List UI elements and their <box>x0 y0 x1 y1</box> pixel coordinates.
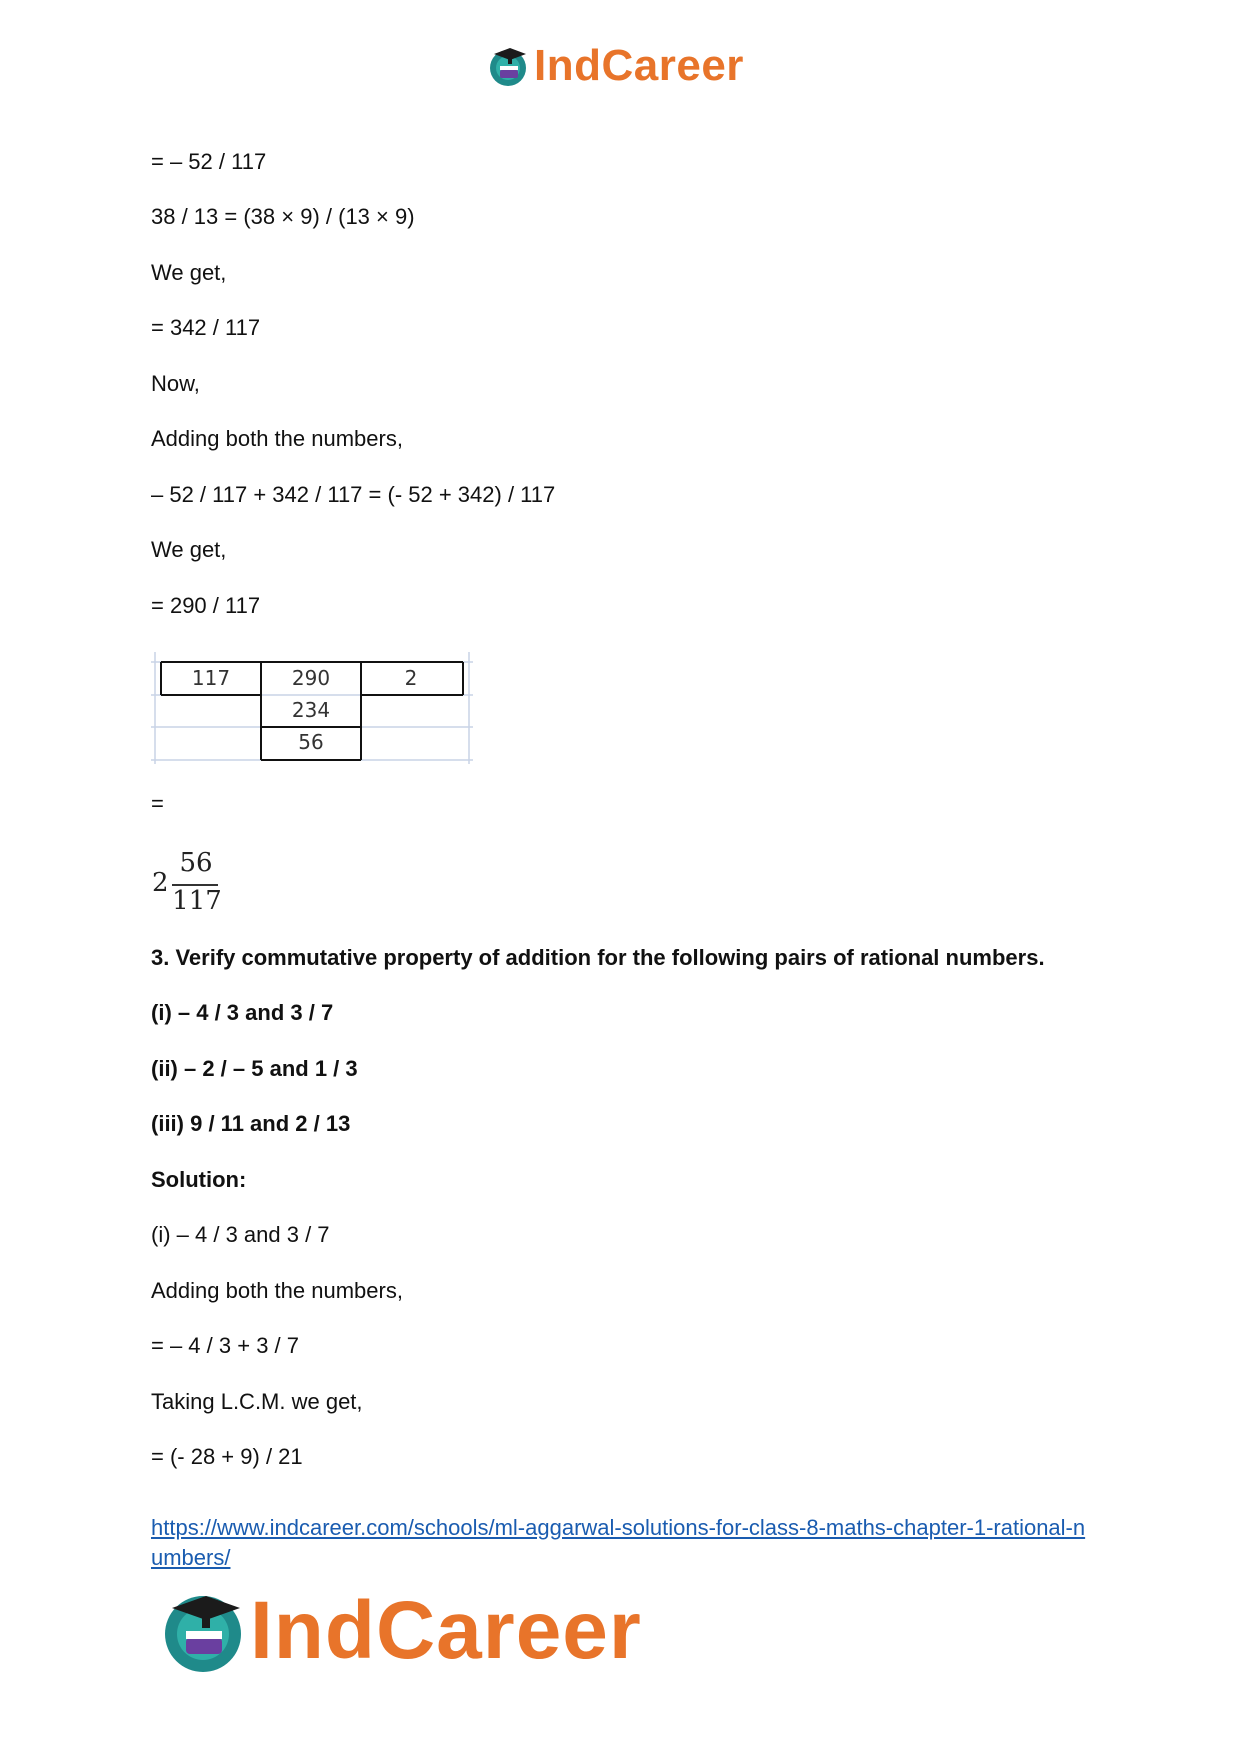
solution-line: (i) – 4 / 3 and 3 / 7 <box>151 1222 330 1247</box>
header-logo <box>486 40 766 92</box>
quotient-cell: 2 <box>404 666 418 690</box>
solution-label: Solution: <box>151 1167 247 1192</box>
text-line: 38 / 13 = (38 × 9) / (13 × 9) <box>151 204 415 229</box>
question-title: 3. Verify commutative property of addition for the following pairs of rational numbers. <box>151 945 1045 970</box>
text-line: Now, <box>151 371 200 396</box>
mixed-denominator: 117 <box>172 886 222 916</box>
logo-wordmark: IndCareer <box>534 41 744 90</box>
solution-line: = – 4 / 3 + 3 / 7 <box>151 1333 299 1358</box>
footer-logo <box>160 1586 720 1676</box>
long-division-table <box>151 652 473 764</box>
solution-line: Taking L.C.M. we get, <box>151 1389 363 1414</box>
equals-sign: = <box>151 791 164 816</box>
text-line: Adding both the numbers, <box>151 426 403 451</box>
logo-wordmark: IndCareer <box>250 1585 642 1676</box>
text-line: – 52 / 117 + 342 / 117 = (- 52 + 342) / 117 <box>151 482 556 507</box>
question-part: (ii) – 2 / – 5 and 1 / 3 <box>151 1056 358 1081</box>
solution-line: Adding both the numbers, <box>151 1278 403 1303</box>
product-cell: 234 <box>291 698 331 722</box>
question-part: (i) – 4 / 3 and 3 / 7 <box>151 1000 334 1025</box>
mixed-number <box>152 848 222 918</box>
dividend-cell: 290 <box>291 666 331 690</box>
text-line: = 342 / 117 <box>151 315 261 340</box>
text-line: We get, <box>151 537 227 562</box>
graduation-cap-icon <box>160 1588 246 1674</box>
question-part: (iii) 9 / 11 and 2 / 13 <box>151 1111 351 1136</box>
text-line: = – 52 / 117 <box>151 149 267 174</box>
graduation-cap-icon <box>486 44 530 88</box>
source-link[interactable]: https://www.indcareer.com/schools/ml-aggarwal-solutions-for-class-8-maths-chapter-1-rational-numbers/ <box>151 1515 1086 1570</box>
mixed-numerator: 56 <box>179 848 213 878</box>
text-line: We get, <box>151 260 227 285</box>
solution-line: = (- 28 + 9) / 21 <box>151 1444 303 1469</box>
text-line: = 290 / 117 <box>151 593 261 618</box>
mixed-whole: 2 <box>152 868 169 898</box>
divisor-cell: 117 <box>191 666 231 690</box>
remainder-cell: 56 <box>298 730 324 754</box>
